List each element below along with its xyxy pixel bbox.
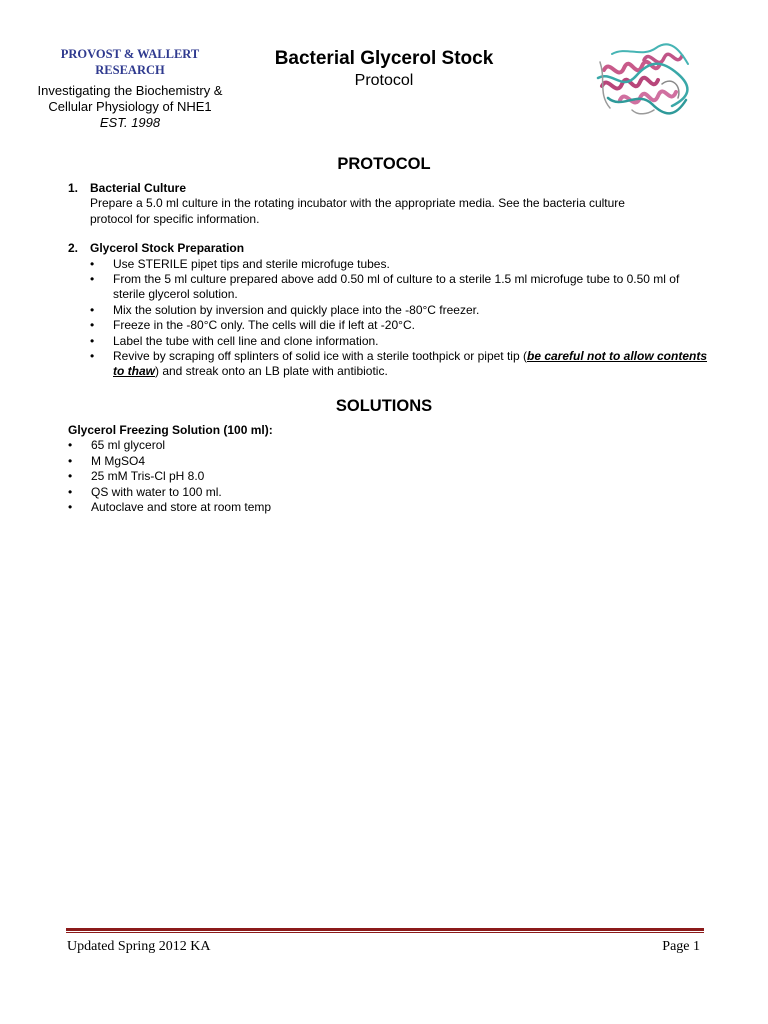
step-number: 1. bbox=[68, 181, 79, 195]
solutions-heading: SOLUTIONS bbox=[335, 397, 433, 415]
list-item: • 65 ml glycerol bbox=[68, 438, 708, 453]
list-item: • Mix the solution by inversion and quickly place into the -80°C freezer. bbox=[90, 303, 708, 318]
solutions-body bbox=[68, 423, 708, 515]
list-item: • Autoclave and store at room temp bbox=[68, 500, 708, 515]
list-item: • 25 mM Tris-Cl pH 8.0 bbox=[68, 469, 708, 484]
solution-ingredient-list bbox=[68, 438, 708, 515]
lab-tagline-line2: Cellular Physiology of NHE1 bbox=[48, 99, 212, 114]
footer-divider bbox=[66, 928, 704, 933]
document-subtitle: Protocol bbox=[354, 72, 414, 89]
list-item: • From the 5 ml culture prepared above add 0.50 ml of culture to a sterile 1.5 ml microfuge tube to 0.50 ml of sterile glycerol solution. bbox=[90, 272, 708, 303]
list-item: • Use STERILE pipet tips and sterile microfuge tubes. bbox=[90, 257, 708, 272]
revive-text-post: ) and streak onto an LB plate with antibiotic. bbox=[155, 364, 388, 379]
list-item: • QS with water to 100 ml. bbox=[68, 485, 708, 500]
list-item: • Label the tube with cell line and clone information. bbox=[90, 334, 708, 349]
lab-tagline-line1: Investigating the Biochemistry & bbox=[37, 83, 223, 98]
solution-title: Glycerol Freezing Solution (100 ml): bbox=[68, 423, 273, 437]
protein-structure-icon bbox=[592, 40, 694, 120]
footer-rule-thick bbox=[66, 928, 704, 931]
document-title: Bacterial Glycerol Stock bbox=[274, 48, 494, 69]
lab-name-line2: RESEARCH bbox=[95, 63, 165, 77]
page-number: Page 1 bbox=[662, 939, 700, 954]
footer-updated: Updated Spring 2012 KA bbox=[67, 939, 211, 954]
document-header bbox=[250, 47, 518, 91]
step-number: 2. bbox=[68, 241, 79, 256]
step-text-line: protocol for specific information. bbox=[90, 211, 260, 226]
protocol-step-1 bbox=[68, 181, 708, 227]
protocol-step-2 bbox=[68, 241, 708, 380]
lab-established: EST. 1998 bbox=[99, 115, 161, 130]
lab-info bbox=[28, 46, 232, 131]
step-title: Glycerol Stock Preparation bbox=[90, 241, 245, 256]
step-bullet-list bbox=[90, 257, 708, 380]
protocol-heading: PROTOCOL bbox=[337, 155, 431, 173]
lab-name-line1: PROVOST & WALLERT bbox=[60, 47, 200, 61]
list-item: • M MgSO4 bbox=[68, 454, 708, 469]
step-text-line: Prepare a 5.0 ml culture in the rotating incubator with the appropriate media. See the bacteria culture bbox=[90, 196, 625, 211]
lab-tagline bbox=[28, 83, 232, 115]
revive-text-pre: Revive by scraping off splinters of solid ice with a sterile toothpick or pipet tip ( bbox=[113, 349, 527, 364]
footer-rule-thin bbox=[66, 932, 704, 933]
list-item bbox=[90, 349, 708, 380]
list-item: • Freeze in the -80°C only. The cells will die if left at -20°C. bbox=[90, 318, 708, 333]
protocol-body bbox=[68, 181, 708, 380]
thaw-warning: be careful not to allow contents to thaw bbox=[113, 349, 708, 379]
step-title: Bacterial Culture bbox=[90, 181, 187, 195]
lab-name bbox=[28, 46, 232, 78]
